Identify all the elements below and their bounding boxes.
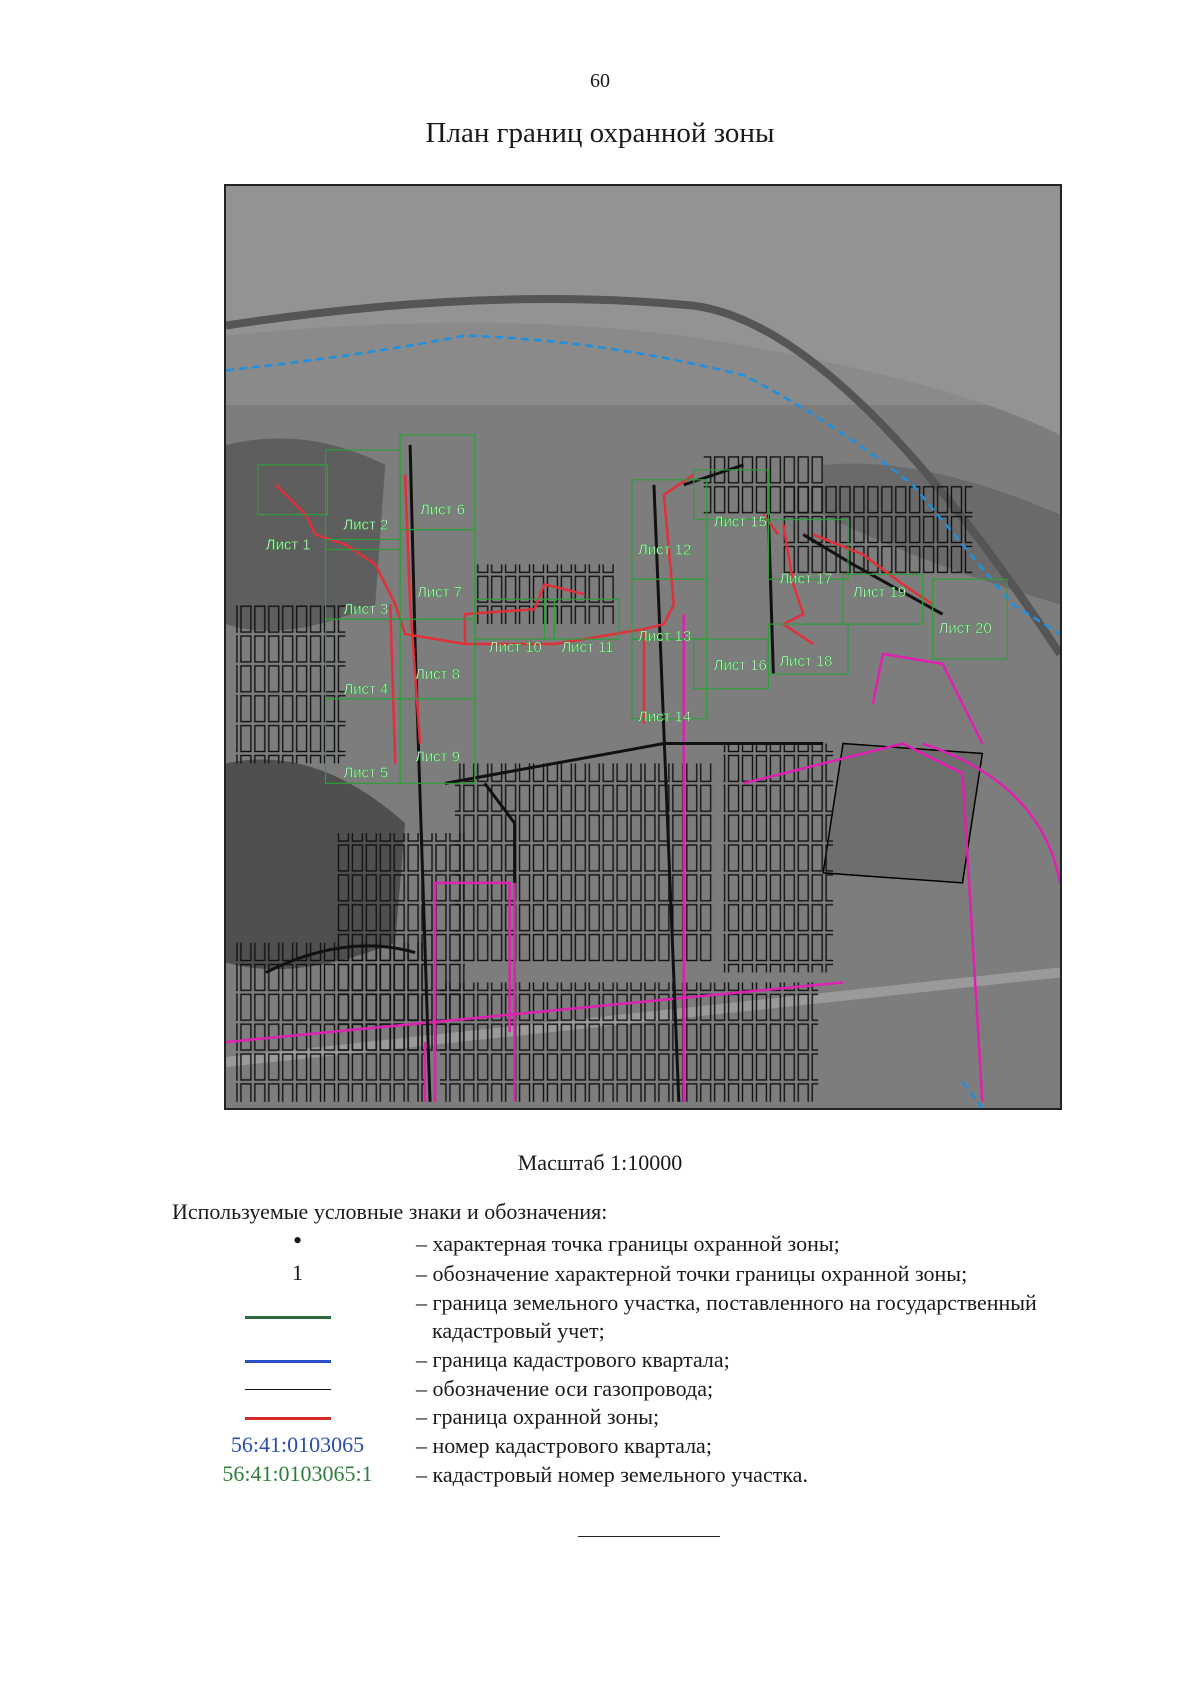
blue-line-symbol	[245, 1360, 331, 1363]
sheet-label: Лист 18	[779, 652, 833, 670]
legend-description: – граница земельного участка, поставленного на государственный	[416, 1290, 1037, 1315]
legend-row-point-number	[170, 1260, 1130, 1288]
map-svg	[226, 186, 1060, 1108]
sheet-label: Лист 5	[343, 764, 389, 782]
sheet-label: Лист 13	[638, 628, 692, 646]
sheet-label: Лист 8	[415, 665, 460, 683]
legend-description: – номер кадастрового квартала;	[416, 1433, 712, 1458]
black-line-symbol	[245, 1389, 331, 1390]
sheet-label: Лист 15	[713, 513, 767, 531]
legend-heading: Используемые условные знаки и обозначения:	[172, 1199, 608, 1224]
sheet-label: Лист 17	[779, 570, 833, 588]
sheet-label: Лист 7	[417, 584, 462, 602]
legend-row-land-plot-number	[170, 1461, 1130, 1489]
point-number-symbol: 1	[292, 1260, 303, 1285]
legend-row-land-plot-boundary	[170, 1289, 1130, 1345]
legend-description: – обозначение характерной точки границы охранной зоны;	[416, 1261, 968, 1286]
legend-row-protection-zone-boundary	[170, 1403, 1130, 1431]
legend-description: – граница кадастрового квартала;	[416, 1347, 730, 1372]
sheet-label: Лист 11	[561, 638, 614, 656]
land-plot-number-sample: 56:41:0103065:1	[222, 1461, 373, 1486]
sheet-label: Лист 2	[343, 516, 389, 534]
legend-description: – обозначение оси газопровода;	[416, 1376, 714, 1401]
boundary-point-symbol: •	[292, 1226, 303, 1255]
legend-row-gas-pipeline-axis	[170, 1375, 1130, 1403]
protection-zone-map	[224, 184, 1062, 1110]
sheet-label: Лист 20	[938, 620, 992, 638]
legend-description-continued: кадастровый учет;	[432, 1318, 605, 1343]
sheet-label: Лист 16	[713, 656, 767, 674]
sheet-label: Лист 3	[343, 601, 389, 619]
sheet-label: Лист 14	[638, 708, 692, 726]
legend-description: – характерная точка границы охранной зоны;	[416, 1231, 840, 1256]
page-title: План границ охранной зоны	[425, 117, 775, 149]
sheet-label: Лист 4	[343, 680, 389, 698]
legend-description: – граница охранной зоны;	[416, 1404, 660, 1429]
legend-row-cadastral-quarter-number	[170, 1432, 1130, 1460]
sheet-label: Лист 10	[488, 638, 542, 656]
legend-description: – кадастровый номер земельного участка.	[416, 1462, 808, 1487]
cadastral-quarter-number-sample: 56:41:0103065	[230, 1432, 365, 1457]
legend-row-boundary-point	[170, 1226, 1130, 1258]
sheet-label: Лист 19	[852, 584, 907, 602]
sheet-label: Лист 12	[638, 541, 692, 559]
red-line-symbol	[245, 1417, 331, 1420]
sheet-label: Лист 6	[420, 501, 465, 519]
map-scale: Масштаб 1:10000	[517, 1150, 683, 1175]
footer-divider	[578, 1536, 720, 1537]
sheet-label: Лист 1	[265, 536, 311, 554]
sheet-label: Лист 9	[415, 748, 460, 766]
legend-row-cadastral-quarter-boundary	[170, 1346, 1130, 1374]
page-number: 60	[590, 70, 610, 92]
green-line-symbol	[245, 1316, 331, 1319]
